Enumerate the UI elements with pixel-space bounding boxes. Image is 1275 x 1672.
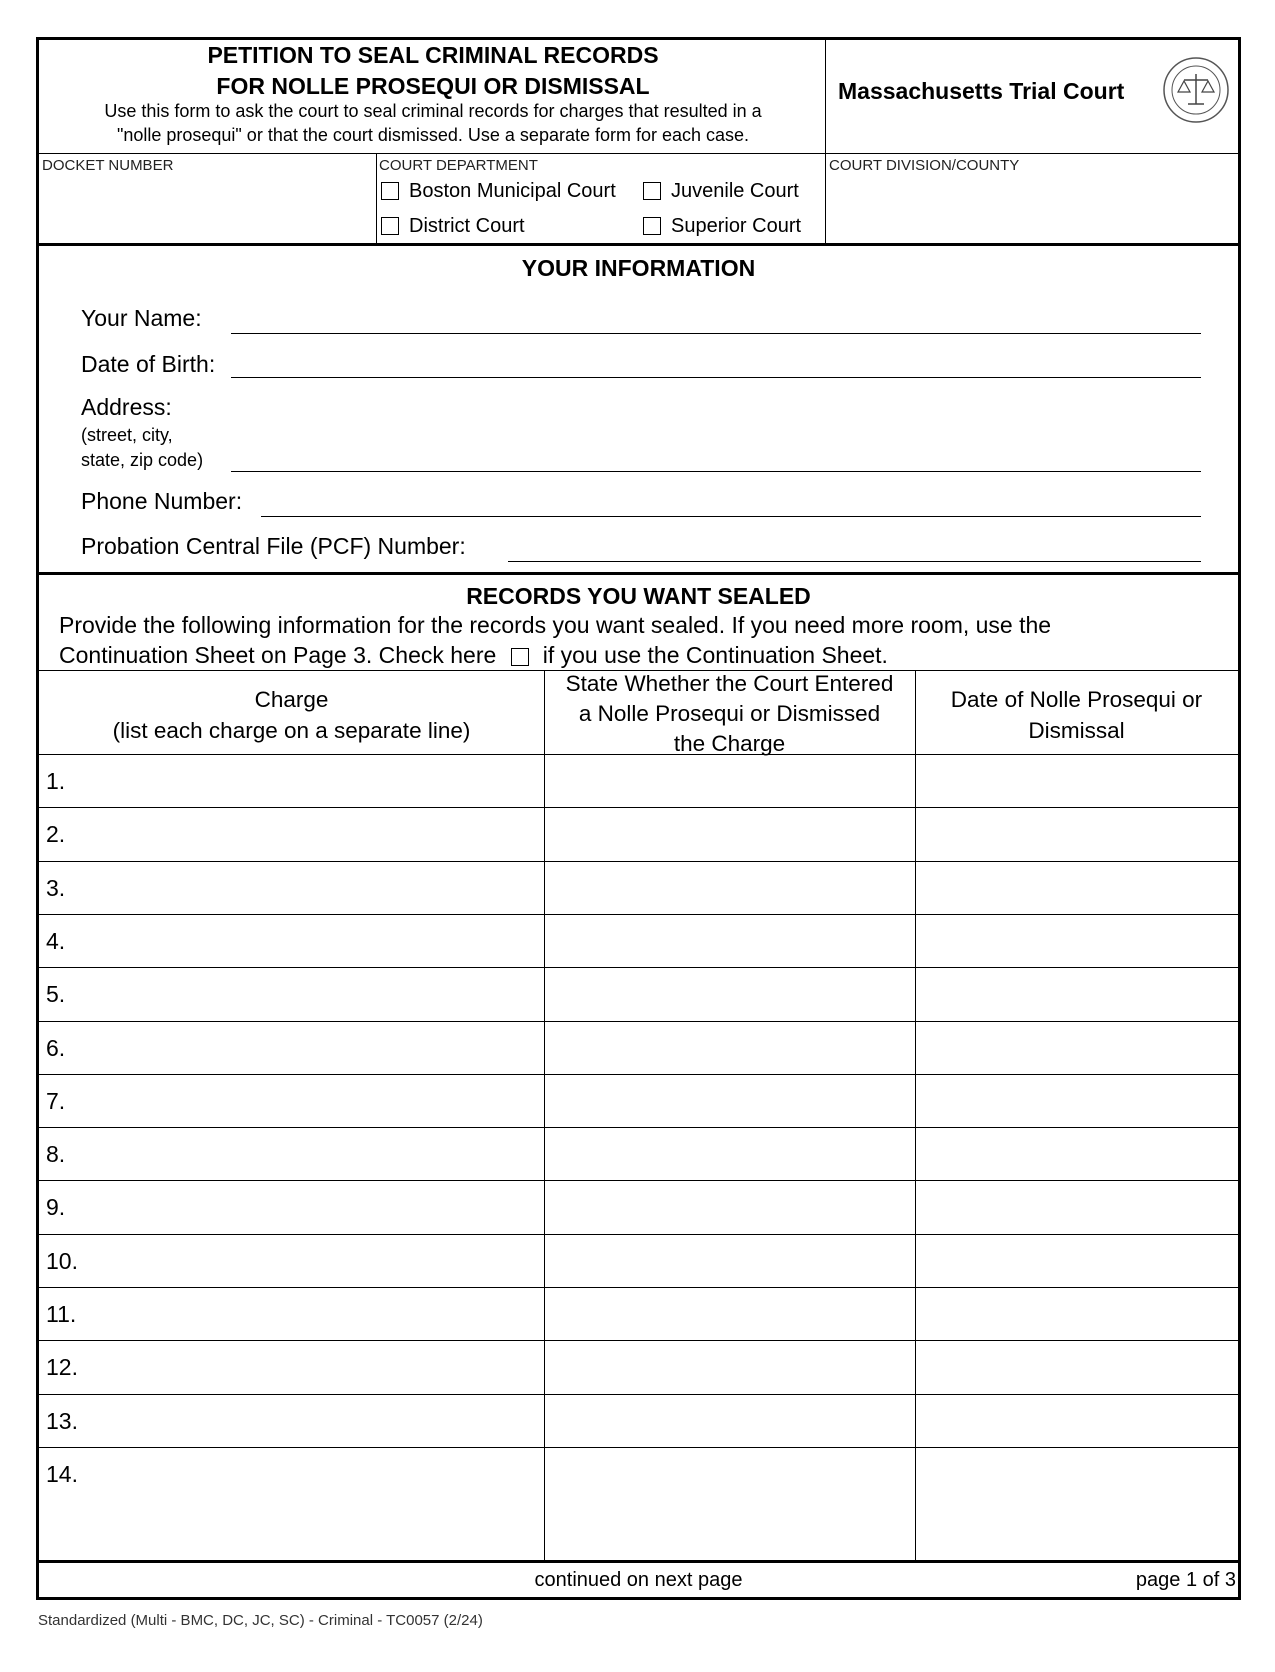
date-cell[interactable] [915, 807, 1238, 860]
dept-option-district[interactable] [381, 215, 525, 238]
row-number: 6. [46, 1034, 66, 1061]
col-header-date-line2: Dismissal [1028, 718, 1125, 743]
disposition-cell[interactable] [544, 807, 915, 860]
your-name-field[interactable] [231, 333, 1201, 334]
charge-cell[interactable] [79, 1287, 544, 1340]
row-number: 2. [46, 821, 66, 848]
your-name-label: Your Name: [81, 305, 202, 331]
your-information-heading: YOUR INFORMATION [521, 255, 756, 281]
juvenile-checkbox[interactable] [643, 182, 661, 200]
date-cell[interactable] [915, 861, 1238, 914]
records-intro-line2 [59, 642, 888, 669]
row-number: 11. [46, 1301, 77, 1327]
address-field[interactable] [231, 471, 1201, 472]
date-cell[interactable] [915, 1394, 1238, 1447]
records-intro-line2a: Continuation Sheet on Page 3. Check here [59, 642, 497, 668]
charge-cell[interactable] [79, 1021, 544, 1074]
disposition-cell[interactable] [544, 1127, 915, 1180]
disposition-cell[interactable] [544, 1021, 915, 1074]
records-intro-line1: Provide the following information for the records you want sealed. If you need more room, use the [59, 612, 1052, 638]
date-cell[interactable] [915, 967, 1238, 1020]
disposition-cell[interactable] [544, 1074, 915, 1127]
col-header-disposition-line3: the Charge [673, 731, 786, 756]
court-division-label: COURT DIVISION/COUNTY [829, 157, 1020, 174]
address-hint [81, 423, 203, 473]
header-rule [39, 153, 1238, 154]
date-cell[interactable] [915, 914, 1238, 967]
address-label: Address: [81, 394, 172, 420]
charge-cell[interactable] [79, 807, 544, 860]
disposition-cell[interactable] [544, 967, 915, 1020]
address-hint-line2: state, zip code) [81, 450, 204, 470]
date-cell[interactable] [915, 1287, 1238, 1340]
page-number: page 1 of 3 [1135, 1569, 1236, 1591]
form-instructions [39, 99, 827, 147]
col-header-date-line1: Date of Nolle Prosequi or [950, 687, 1203, 712]
col-header-charge-line1: Charge [254, 687, 329, 712]
row-number: 4. [46, 927, 66, 954]
form-id: Standardized (Multi - BMC, DC, JC, SC) - Criminal - TC0057 (2/24) [38, 1612, 483, 1629]
records-heading: RECORDS YOU WANT SEALED [466, 583, 811, 609]
col-header-disposition-line2: a Nolle Prosequi or Dismissed [578, 701, 881, 726]
disposition-cell[interactable] [544, 754, 915, 807]
col-header-disposition-line1: State Whether the Court Entered [565, 671, 894, 696]
header-divider [825, 40, 826, 153]
district-checkbox[interactable] [381, 217, 399, 235]
row-number: 8. [46, 1141, 66, 1168]
court-name: Massachusetts Trial Court [838, 78, 1125, 104]
date-cell[interactable] [915, 1127, 1238, 1180]
case-divider-1 [376, 153, 377, 243]
charge-cell[interactable] [79, 1127, 544, 1180]
district-label: District Court [409, 215, 525, 237]
charge-cell[interactable] [79, 1447, 544, 1500]
form-frame [36, 37, 1241, 1600]
superior-label: Superior Court [671, 215, 802, 237]
instructions-line1: Use this form to ask the court to seal criminal records for charges that resulted in a [104, 101, 762, 121]
row-number: 14. [46, 1460, 78, 1487]
section-rule-2 [39, 572, 1238, 575]
form-title-line1: PETITION TO SEAL CRIMINAL RECORDS [207, 42, 659, 68]
phone-label: Phone Number: [81, 488, 243, 514]
case-divider-2 [825, 153, 826, 243]
date-cell[interactable] [915, 1234, 1238, 1287]
charge-cell[interactable] [79, 914, 544, 967]
charge-cell[interactable] [79, 754, 544, 807]
dept-option-juvenile[interactable] [643, 180, 799, 203]
charge-cell[interactable] [79, 967, 544, 1020]
bmc-checkbox[interactable] [381, 182, 399, 200]
row-number: 1. [46, 768, 66, 794]
pcf-label: Probation Central File (PCF) Number: [81, 533, 466, 559]
row-number: 12. [46, 1354, 78, 1381]
court-seal-icon [1162, 56, 1230, 124]
instructions-line2: "nolle prosequi" or that the court dismissed. Use a separate form for each case. [116, 125, 750, 145]
disposition-cell[interactable] [544, 1447, 915, 1500]
row-number: 10. [46, 1247, 78, 1274]
charge-cell[interactable] [79, 1394, 544, 1447]
date-cell[interactable] [915, 1180, 1238, 1233]
dept-option-superior[interactable] [643, 215, 801, 238]
disposition-cell[interactable] [544, 1234, 915, 1287]
disposition-cell[interactable] [544, 1340, 915, 1393]
disposition-cell[interactable] [544, 1394, 915, 1447]
phone-field[interactable] [261, 516, 1201, 517]
dept-option-bmc[interactable] [381, 180, 616, 203]
disposition-cell[interactable] [544, 861, 915, 914]
col-header-charge [39, 684, 544, 746]
superior-checkbox[interactable] [643, 217, 661, 235]
date-cell[interactable] [915, 1340, 1238, 1393]
date-cell[interactable] [915, 1021, 1238, 1074]
section-rule-1 [39, 243, 1238, 246]
row-number: 7. [46, 1087, 66, 1114]
records-intro-line2b: if you use the Continuation Sheet. [542, 642, 888, 668]
address-hint-line1: (street, city, [81, 425, 173, 445]
footer-rule [39, 1560, 1238, 1563]
charge-cell[interactable] [79, 1074, 544, 1127]
dob-field[interactable] [231, 377, 1201, 378]
charge-cell[interactable] [79, 1180, 544, 1233]
charge-cell[interactable] [79, 861, 544, 914]
disposition-cell[interactable] [544, 1287, 915, 1340]
continuation-checkbox[interactable] [511, 648, 529, 666]
bmc-label: Boston Municipal Court [409, 180, 616, 202]
row-number: 9. [46, 1194, 66, 1221]
continued-note: continued on next page [534, 1569, 743, 1591]
charge-cell[interactable] [79, 1340, 544, 1393]
row-number: 13. [46, 1407, 78, 1434]
juvenile-label: Juvenile Court [671, 180, 799, 202]
row-number: 5. [46, 981, 66, 1008]
col-header-charge-line2: (list each charge on a separate line) [112, 718, 471, 743]
form-title-line2: FOR NOLLE PROSEQUI OR DISMISSAL [216, 73, 650, 99]
row-number: 3. [46, 874, 66, 901]
dob-label: Date of Birth: [81, 351, 216, 377]
form-title [39, 40, 827, 102]
disposition-cell[interactable] [544, 914, 915, 967]
charge-cell[interactable] [79, 1234, 544, 1287]
col-header-date [915, 684, 1238, 746]
date-cell[interactable] [915, 1074, 1238, 1127]
date-cell[interactable] [915, 754, 1238, 807]
docket-number-label: DOCKET NUMBER [42, 157, 174, 174]
pcf-field[interactable] [508, 561, 1201, 562]
disposition-cell[interactable] [544, 1180, 915, 1233]
date-cell[interactable] [915, 1447, 1238, 1500]
col-header-disposition [544, 669, 915, 759]
court-department-label: COURT DEPARTMENT [379, 157, 538, 174]
